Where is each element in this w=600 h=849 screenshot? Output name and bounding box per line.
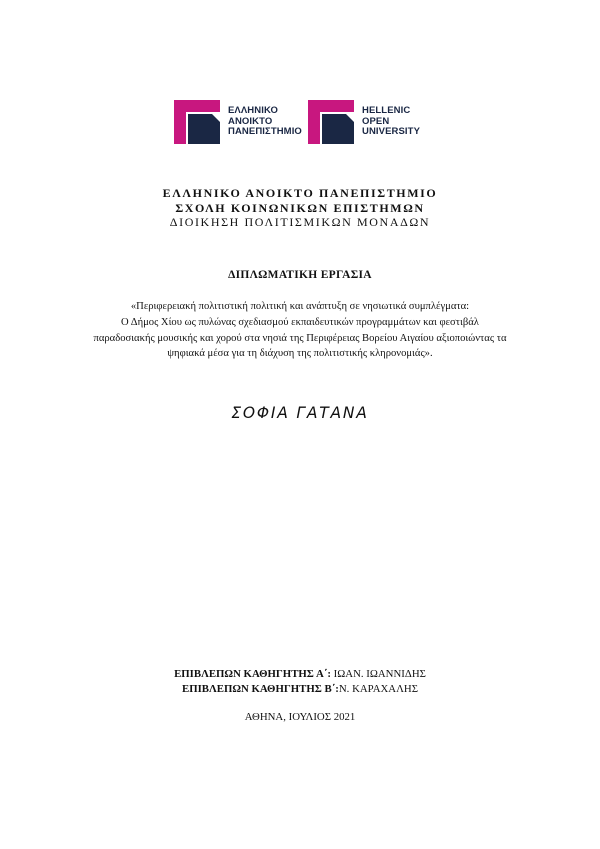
supervisor-b (0, 682, 600, 697)
logo-greek-line1: ΕΛΛΗΝΙΚΟ (228, 105, 278, 117)
university-name: ΕΛΛΗΝΙΚΟ ΑΝΟΙΚΤΟ ΠΑΝΕΠΙΣΤΗΜΙΟ (162, 186, 438, 200)
supervisor-b-label: ΕΠΙΒΛΕΠΩΝ ΚΑΘΗΓΗΤΗΣ Β΄: (182, 682, 339, 695)
supervisor-a-name: ΙΩΑΝ. ΙΩΑΝΝΙΔΗΣ (330, 668, 426, 680)
logo-english-line3: UNIVERSITY (362, 126, 421, 138)
logo-english-line2: OPEN (362, 115, 390, 127)
supervisors-block (0, 667, 600, 696)
hou-english-logo-text (362, 106, 420, 138)
hou-greek-logo (172, 98, 302, 146)
thesis-title (0, 299, 600, 362)
hou-english-logo (306, 98, 420, 146)
program-name: ΔΙΟΙΚΗΣΗ ΠΟΛΙΤΙΣΜΙΚΩΝ ΜΟΝΑΔΩΝ (169, 215, 431, 229)
logo-greek-line2: ΑΝΟΙΚΤΟ (228, 115, 273, 127)
place-date: ΑΘΗΝΑ, ΙΟΥΛΙΟΣ 2021 (244, 711, 356, 723)
title-line: ψηφιακά μέσα για τη διάχυση της πολιτιστικής κληρονομιάς». (167, 348, 433, 360)
title-line: Ο Δήμος Χίου ως πυλώνας σχεδιασμού εκπαιδευτικών προγραμμάτων και φεστιβάλ (121, 316, 479, 328)
thesis-label: ΔΙΠΛΩΜΑΤΙΚΗ ΕΡΓΑΣΙΑ (228, 269, 372, 281)
hou-logo-mark-icon (306, 98, 356, 146)
supervisor-a-label: ΕΠΙΒΛΕΠΩΝ ΚΑΘΗΓΗΤΗΣ Α΄: (174, 668, 331, 680)
school-name: ΣΧΟΛΗ ΚΟΙΝΩΝΙΚΩΝ ΕΠΙΣΤΗΜΩΝ (175, 200, 425, 215)
hou-logo-mark-icon (172, 98, 222, 146)
author-name: ΣΟΦΙΑ ΓΑΤΑΝΑ (231, 404, 369, 422)
logo-greek-line3: ΠΑΝΕΠΙΣΤΗΜΙΟ (228, 126, 302, 138)
title-line: «Περιφερειακή πολιτιστική πολιτική και ανάπτυξη σε νησιωτικά συμπλέγματα: (130, 301, 470, 312)
supervisor-a (0, 667, 600, 682)
supervisor-b-name: Ν. ΚΑΡΑΧΑΛΗΣ (338, 682, 418, 695)
logo-english-line1: HELLENIC (362, 105, 411, 117)
hou-greek-logo-text (228, 106, 302, 138)
title-line: παραδοσιακής μουσικής και χορού στα νησιά της Περιφέρειας Βορείου Αιγαίου αξιοποιώντας τα (93, 332, 507, 344)
institution-block (0, 186, 600, 230)
